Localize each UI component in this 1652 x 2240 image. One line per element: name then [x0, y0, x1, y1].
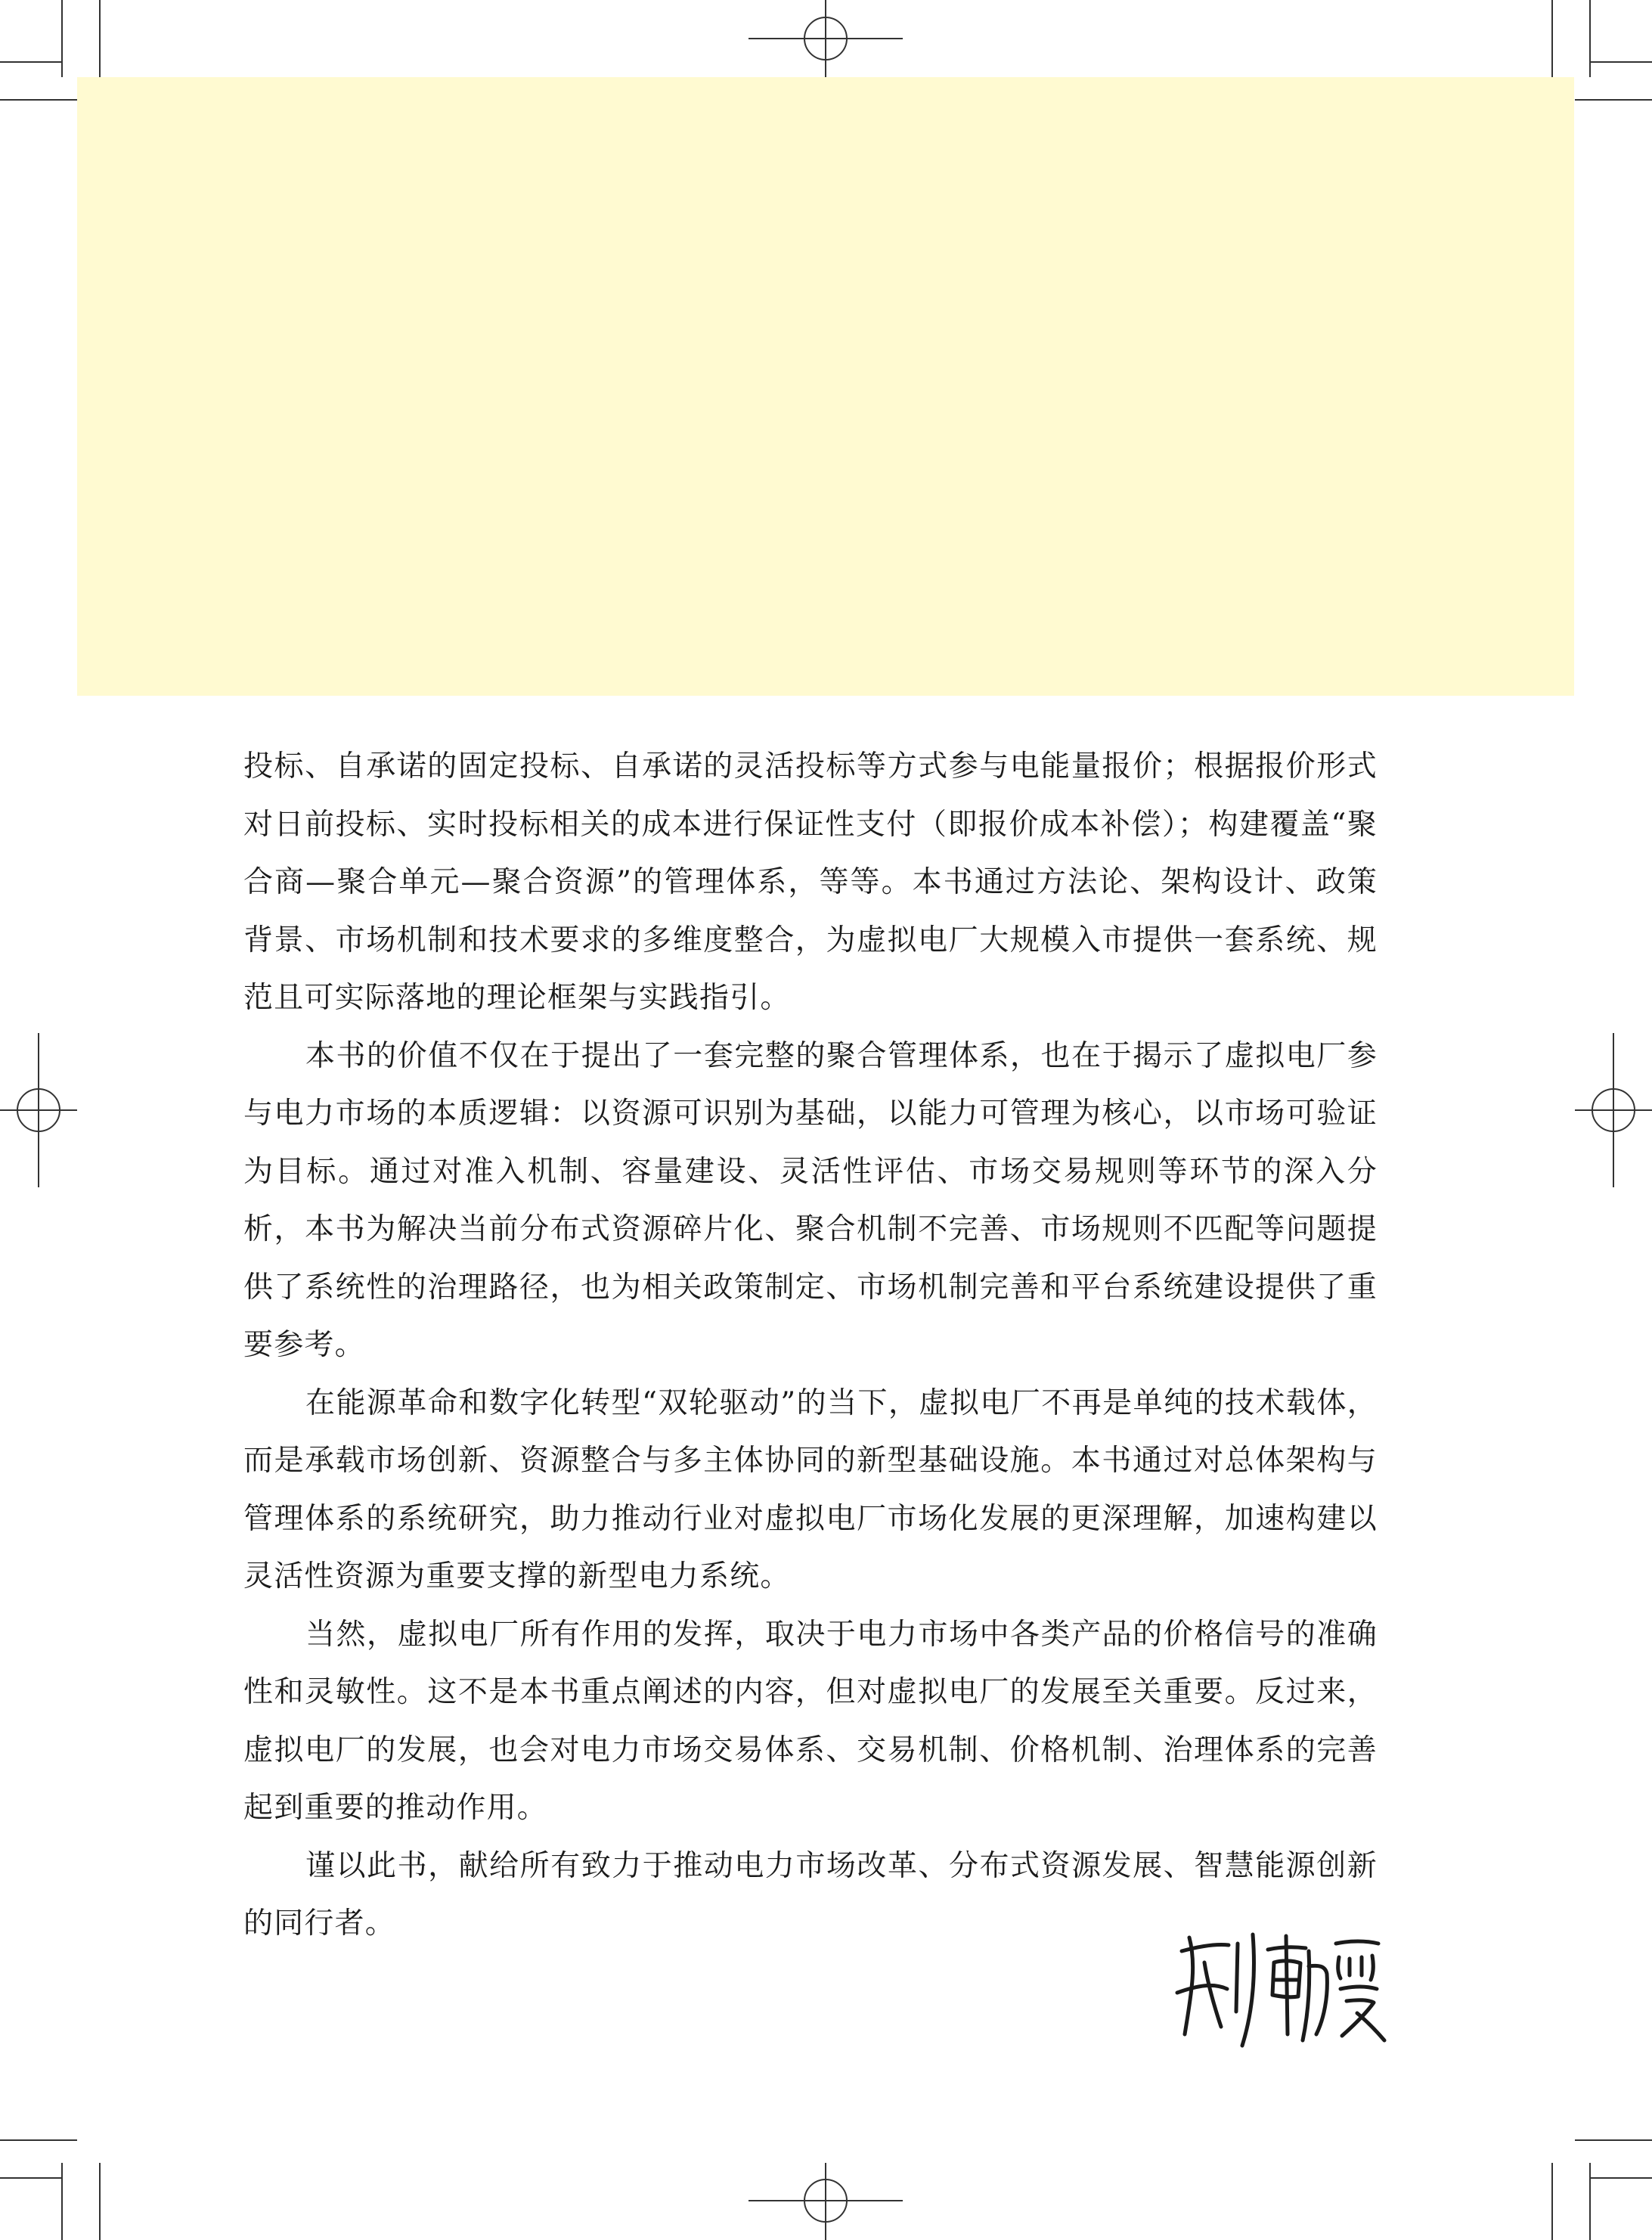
- paragraph-4: 当然，虚拟电厂所有作用的发挥，取决于电力市场中各类产品的价格信号的准确性和灵敏性。这不是本书重点阐述的内容，但对虚拟电厂的发展至关重要。反过来，虚拟电厂的发展，也会对电力市场交易体系、交易机制、价格机制、治理体系的完善起到重要的推动作用。: [243, 1617, 1378, 1825]
- registration-mark-bottom: [749, 2163, 903, 2240]
- registration-mark-right: [1575, 1033, 1652, 1187]
- registration-mark-left: [0, 1033, 77, 1187]
- paragraph-2: 本书的价值不仅在于提出了一套完整的聚合管理体系，也在于揭示了虚拟电厂参与电力市场的本质逻辑：以资源可识别为基础，以能力可管理为核心，以市场可验证为目标。通过对准入机制、容量建设、灵活性评估、市场交易规则等环节的深入分析，本书为解决当前分布式资源碎片化、聚合机制不完善、市场规则不匹配等问题提供了系统性的治理路径，也为相关政策制定、市场机制完善和平台系统建设提供了重要参考。: [243, 1038, 1378, 1362]
- paragraph-1: 投标、自承诺的固定投标、自承诺的灵活投标等方式参与电能量报价；根据报价形式对日前投标、实时投标相关的成本进行保证性支付（即报价成本补偿）；构建覆盖“聚合商—聚合单元—聚合资源”的管理体系，等等。本书通过方法论、架构设计、政策背景、市场机制和技术要求的多维度整合，为虚拟电厂大规模入市提供一套系统、规范且可实际落地的理论框架与实践指引。: [243, 749, 1378, 1015]
- crop-mark-top-left: [0, 0, 100, 100]
- crop-mark-top-right: [1552, 0, 1652, 100]
- crop-mark-bottom-right: [1552, 2140, 1652, 2240]
- preface-body: [243, 738, 1378, 1953]
- registration-mark-top: [749, 0, 903, 77]
- crop-mark-bottom-left: [0, 2140, 100, 2240]
- author-signature: [1168, 1921, 1387, 2049]
- paragraph-5: 谨以此书，献给所有致力于推动电力市场改革、分布式资源发展、智慧能源创新的同行者。: [243, 1848, 1378, 1941]
- paragraph-3: 在能源革命和数字化转型“双轮驱动”的当下，虚拟电厂不再是单纯的技术载体，而是承载市场创新、资源整合与多主体协同的新型基础设施。本书通过对总体架构与管理体系的系统研究，助力推动行业对虚拟电厂市场化发展的更深理解，加速构建以灵活性资源为重要支撑的新型电力系统。: [243, 1385, 1378, 1593]
